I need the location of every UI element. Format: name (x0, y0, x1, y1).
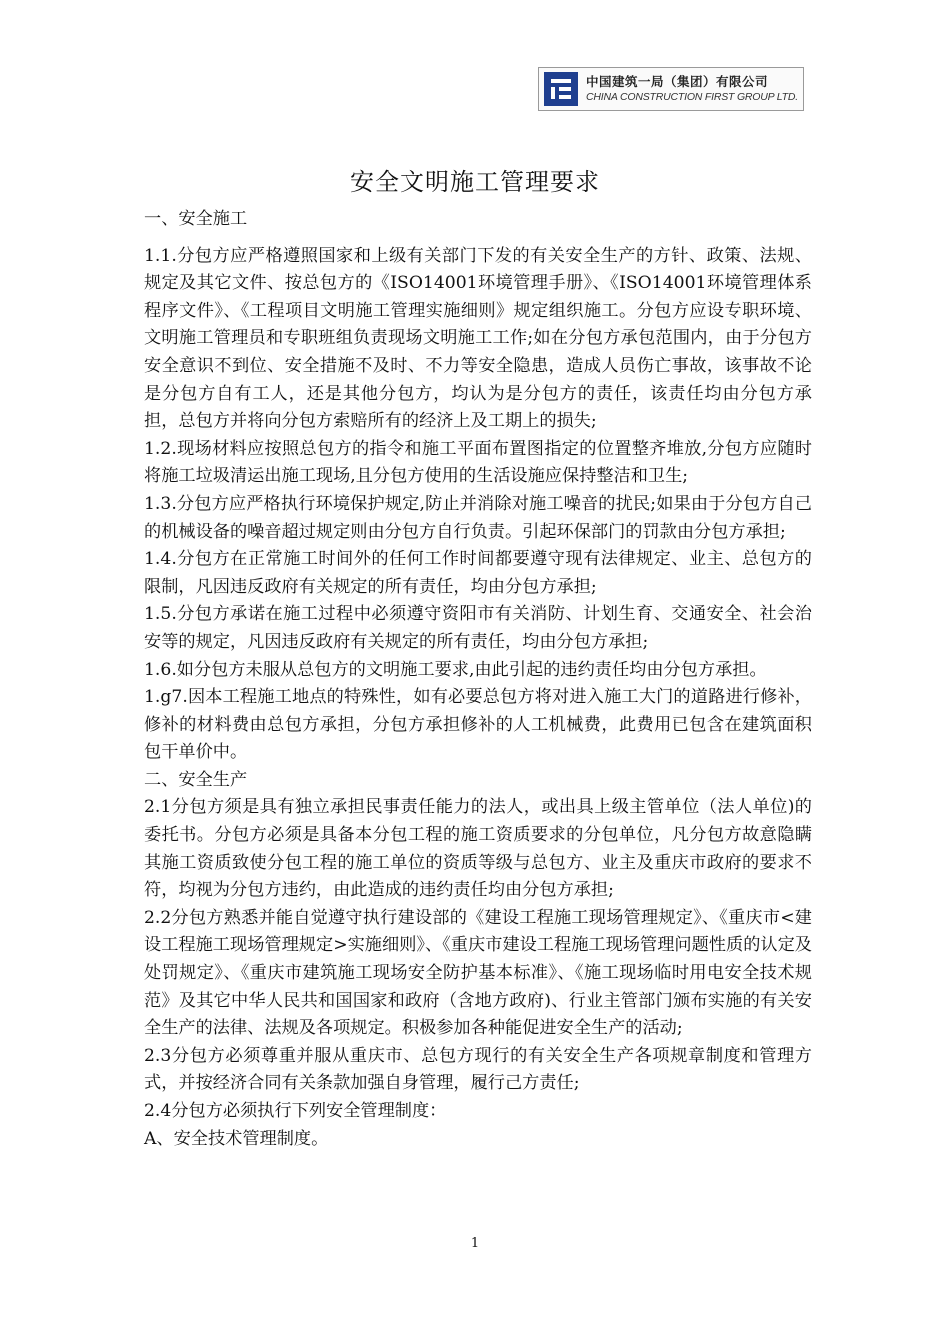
document-body (144, 206, 812, 1153)
company-emblem-icon (544, 72, 578, 106)
section-heading-safety-production: 二、安全生产 (144, 769, 248, 790)
paragraph-2-2: 2.2分包方熟悉并能自觉遵守执行建设部的《建设工程施工现场管理规定》、《重庆市<建设工程施工现场管理规定>实施细则》、《重庆市建设工程施工现场管理问题性质的认定及处罚规定》、《重庆市建筑施工现场安全防护基本标准》、《施工现场临时用电安全技术规范》及其它中华人民共和国国家和政府（含地方政府)、行业主管部门颁布实施的有关安全生产的法律、法规及各项规定。积极参加各种能促进安全生产的活动; (144, 907, 812, 1039)
paragraph-1-4: 1.4.分包方在正常施工时间外的任何工作时间都要遵守现有法律规定、业主、总包方的限制，凡因违反政府有关规定的所有责任，均由分包方承担; (144, 549, 812, 597)
page-number: 1 (470, 1236, 480, 1251)
company-logo (538, 67, 804, 111)
paragraph-2-4: 2.4分包方必须执行下列安全管理制度： (144, 1101, 447, 1121)
paragraph-1-5: 1.5.分包方承诺在施工过程中必须遵守资阳市有关消防、计划生育、交通安全、社会治安等的规定，凡因违反政府有关规定的所有责任，均由分包方承担; (144, 604, 812, 652)
paragraph-1-1: 1.1.分包方应严格遵照国家和上级有关部门下发的有关安全生产的方针、政策、法规、规定及其它文件、按总包方的《ISO14001环境管理手册》、《ISO14001环境管理体系程序文件》、《工程项目文明施工管理实施细则》规定组织施工。分包方应设专职环境、文明施工管理员和专职班组负责现场文明施工工作;如在分包方承包范围内，由于分包方安全意识不到位、安全措施不及时、不力等安全隐患，造成人员伤亡事故，该事故不论是分包方自有工人，还是其他分包方，均认为是分包方的责任，该责任均由分包方承担，总包方并将向分包方索赔所有的经济上及工期上的损失; (144, 245, 812, 432)
paragraph-1-3: 1.3.分包方应严格执行环境保护规定,防止并消除对施工噪音的扰民;如果由于分包方自己的机械设备的噪音超过规定则由分包方自行负责。引起环保部门的罚款由分包方承担; (144, 493, 812, 542)
paragraph-1-6: 1.6.如分包方未服从总包方的文明施工要求,由此引起的违约责任均由分包方承担。 (144, 659, 767, 680)
paragraph-2-3: 2.3分包方必须尊重并服从重庆市、总包方现行的有关安全生产各项规章制度和管理方式，并按经济合同有关条款加强自身管理，履行己方责任; (144, 1045, 812, 1094)
section-heading-safety-construction: 一、安全施工 (144, 209, 248, 229)
paragraph-2-4-a: A、安全技术管理制度。 (144, 1128, 329, 1149)
company-name-en: CHINA CONSTRUCTION FIRST GROUP LTD. (586, 91, 798, 103)
company-name (586, 73, 798, 103)
company-name-cn: 中国建筑一局（集团）有限公司 (586, 73, 769, 89)
paragraph-1-2: 1.2.现场材料应按照总包方的指令和施工平面布置图指定的位置整齐堆放,分包方应随时将施工垃圾清运出施工现场,且分包方使用的生活设施应保持整洁和卫生; (144, 438, 812, 487)
paragraph-1-7: 1.g7.因本工程施工地点的特殊性，如有必要总包方将对进入施工大门的道路进行修补，修补的材料费由总包方承担，分包方承担修补的人工机械费，此费用已包含在建筑面积包干单价中。 (144, 687, 812, 763)
document-title: 安全文明施工管理要求 (350, 168, 600, 196)
paragraph-2-1: 2.1分包方须是具有独立承担民事责任能力的法人，或出具上级主管单位（法人单位)的委托书。分包方必须是具备本分包工程的施工资质要求的分包单位，凡分包方故意隐瞒其施工资质致使分包工程的施工单位的资质等级与总包方、业主及重庆市政府的要求不符，均视为分包方违约，由此造成的违约责任均由分包方承担; (144, 797, 812, 901)
